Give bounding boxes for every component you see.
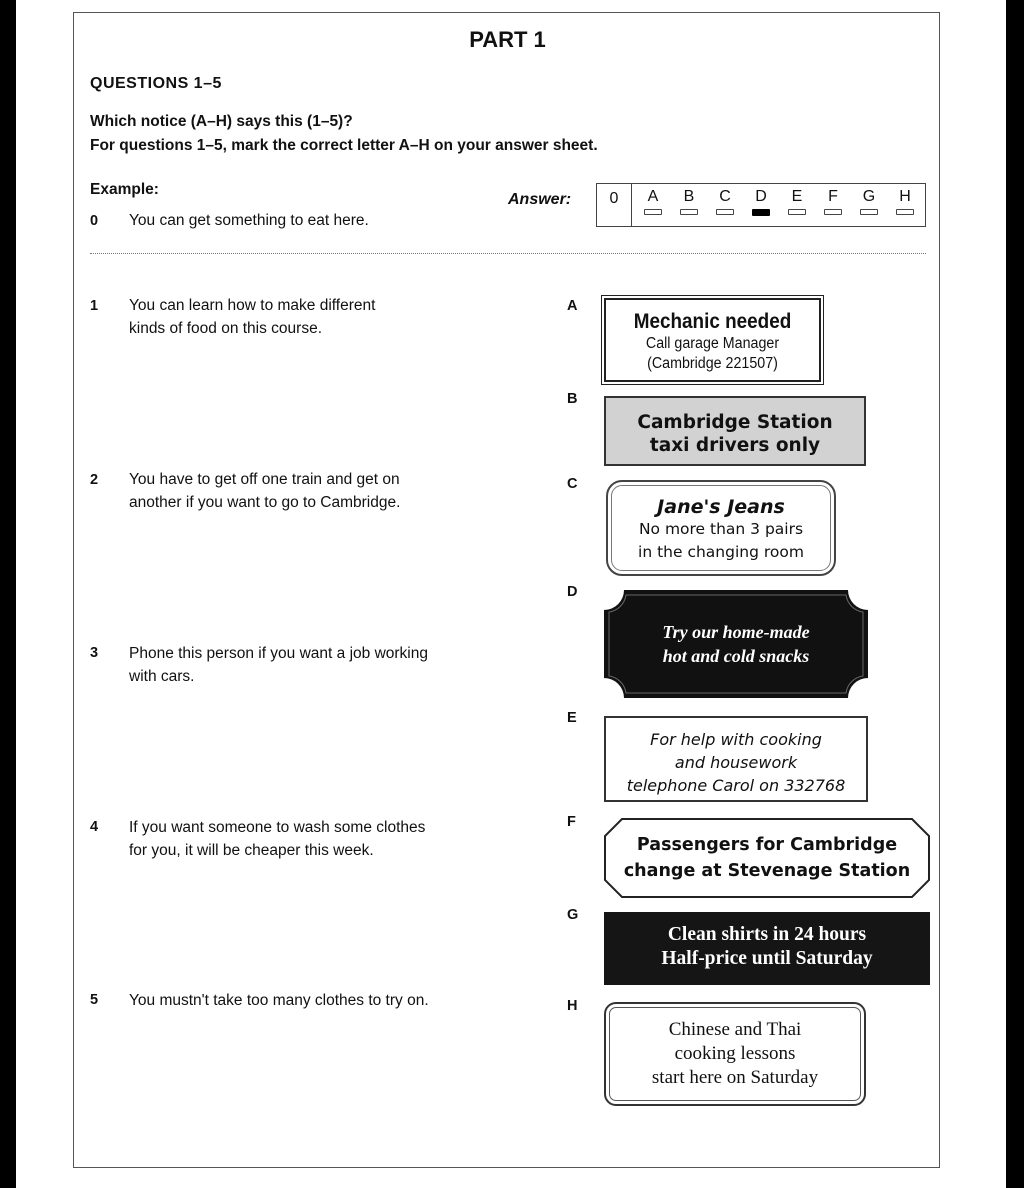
notice-e-line: For help with cooking bbox=[650, 730, 822, 749]
answer-option-c[interactable] bbox=[711, 188, 739, 215]
question-line: another if you want to go to Cambridge. bbox=[129, 494, 401, 511]
notice-g-line: Half-price until Saturday bbox=[661, 948, 873, 969]
option-letter: G bbox=[862, 188, 876, 205]
example-number: 0 bbox=[90, 213, 99, 229]
answer-option-e[interactable] bbox=[783, 188, 811, 215]
question-line: kinds of food on this course. bbox=[129, 320, 323, 337]
notice-f-text bbox=[604, 832, 930, 884]
notice-g-line: Clean shirts in 24 hours bbox=[667, 924, 867, 945]
part-title: PART 1 bbox=[469, 27, 546, 52]
example-answer-box bbox=[596, 183, 926, 227]
notice-b bbox=[604, 396, 866, 466]
notice-a bbox=[604, 298, 821, 382]
question-3-number: 3 bbox=[90, 645, 99, 661]
option-slot bbox=[824, 209, 842, 215]
instruction-line-1: Which notice (A–H) says this (1–5)? bbox=[90, 113, 353, 130]
option-letter: E bbox=[791, 188, 803, 205]
answer-option-g[interactable] bbox=[855, 188, 883, 215]
notice-a-title: Mechanic needed bbox=[633, 310, 792, 333]
notice-letter-d: D bbox=[567, 584, 578, 600]
question-5-text bbox=[129, 989, 509, 1012]
question-4-text bbox=[129, 816, 489, 862]
question-line: You can learn how to make different bbox=[129, 297, 376, 314]
question-line: If you want someone to wash some clothes bbox=[129, 819, 426, 836]
notice-f-line: change at Stevenage Station bbox=[623, 861, 911, 881]
notice-letter-h: H bbox=[567, 998, 578, 1014]
answer-option-b[interactable] bbox=[675, 188, 703, 215]
question-2-number: 2 bbox=[90, 472, 99, 488]
questions-heading: QUESTIONS 1–5 bbox=[90, 75, 222, 92]
notice-h-line: Chinese and Thai bbox=[668, 1019, 802, 1040]
option-slot bbox=[680, 209, 698, 215]
option-slot bbox=[716, 209, 734, 215]
instruction-line-2: For questions 1–5, mark the correct letter A–H on your answer sheet. bbox=[90, 137, 598, 154]
notice-b-line: taxi drivers only bbox=[649, 435, 821, 456]
option-letter: C bbox=[719, 188, 731, 205]
option-letter: A bbox=[647, 188, 659, 205]
exam-page bbox=[73, 12, 940, 1168]
notice-c-line: No more than 3 pairs bbox=[638, 520, 804, 538]
option-slot bbox=[860, 209, 878, 215]
right-black-edge bbox=[1006, 0, 1024, 1188]
notice-e bbox=[604, 716, 868, 802]
answer-option-f[interactable] bbox=[819, 188, 847, 215]
notice-c bbox=[606, 480, 836, 576]
option-letter: F bbox=[828, 188, 838, 205]
dotted-divider bbox=[90, 253, 926, 254]
question-line: You mustn't take too many clothes to try on. bbox=[129, 992, 429, 1009]
notice-h bbox=[604, 1002, 866, 1106]
example-text: You can get something to eat here. bbox=[129, 212, 369, 229]
answer-option-d[interactable] bbox=[747, 188, 775, 216]
option-letter: B bbox=[683, 188, 695, 205]
question-1-text bbox=[129, 294, 489, 340]
answer-option-h[interactable] bbox=[891, 188, 919, 215]
notice-f-line: Passengers for Cambridge bbox=[636, 835, 898, 855]
question-1-number: 1 bbox=[90, 298, 99, 314]
notice-e-line: and housework bbox=[674, 753, 798, 772]
question-line: Phone this person if you want a job working bbox=[129, 645, 428, 662]
answer-label: Answer: bbox=[508, 191, 572, 208]
question-2-text bbox=[129, 468, 489, 514]
answer-row-number: 0 bbox=[597, 184, 632, 226]
option-letter: H bbox=[899, 188, 911, 205]
notice-e-line: telephone Carol on 332768 bbox=[626, 776, 846, 795]
notice-h-line: start here on Saturday bbox=[651, 1067, 819, 1088]
notice-h-line: cooking lessons bbox=[674, 1043, 796, 1064]
question-4-number: 4 bbox=[90, 819, 99, 835]
notice-letter-g: G bbox=[567, 907, 579, 923]
option-slot bbox=[896, 209, 914, 215]
notice-letter-c: C bbox=[567, 476, 578, 492]
question-line: You have to get off one train and get on bbox=[129, 471, 400, 488]
notice-b-line: Cambridge Station bbox=[637, 412, 833, 433]
option-slot-marked bbox=[752, 209, 770, 216]
notice-letter-a: A bbox=[567, 298, 578, 314]
notice-g bbox=[604, 912, 930, 985]
option-slot bbox=[788, 209, 806, 215]
question-line: for you, it will be cheaper this week. bbox=[129, 842, 374, 859]
option-slot bbox=[644, 209, 662, 215]
notice-a-line: Call garage Manager bbox=[645, 335, 780, 352]
option-letter: D bbox=[755, 188, 767, 205]
notice-f bbox=[604, 818, 930, 898]
question-line: with cars. bbox=[129, 668, 195, 685]
left-black-edge bbox=[0, 0, 16, 1188]
answer-option-a[interactable] bbox=[639, 188, 667, 215]
notice-d-line: Try our home-made bbox=[662, 622, 810, 642]
question-3-text bbox=[129, 642, 509, 688]
notice-letter-f: F bbox=[567, 814, 576, 830]
notice-d bbox=[604, 590, 868, 698]
example-label: Example: bbox=[90, 181, 159, 198]
notice-c-title: Jane's Jeans bbox=[657, 496, 785, 518]
notice-c-line: in the changing room bbox=[638, 543, 804, 561]
notice-d-text bbox=[604, 620, 868, 668]
notice-letter-e: E bbox=[567, 710, 577, 726]
notice-d-line: hot and cold snacks bbox=[662, 646, 810, 666]
notice-a-line: (Cambridge 221507) bbox=[647, 355, 778, 372]
notice-letter-b: B bbox=[567, 391, 578, 407]
question-5-number: 5 bbox=[90, 992, 99, 1008]
